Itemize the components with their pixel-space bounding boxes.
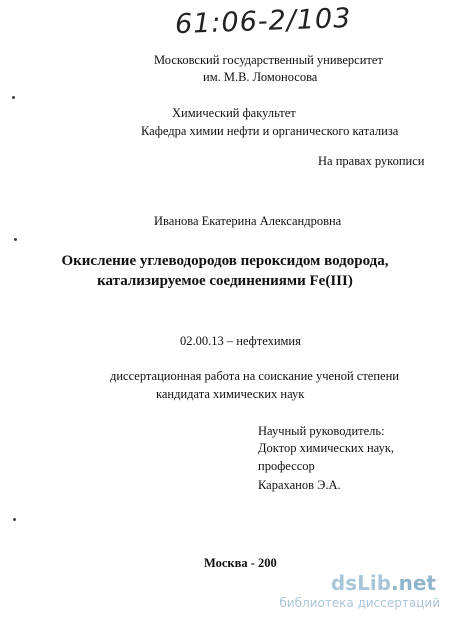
watermark-logo-main: dsLib (330, 571, 392, 595)
university-line: Московский государственный университет (154, 53, 383, 67)
watermark-logo (331, 571, 436, 595)
watermark-subtitle: библиотека диссертаций (279, 596, 440, 610)
manuscript-rights: На правах рукописи (318, 154, 425, 168)
degree-line-1: диссертационная работа на соискание ученой степени (110, 369, 399, 383)
degree-line-2: кандидата химических наук (156, 387, 305, 401)
thesis-title-line-2: катализируемое соединениями Fe(III) (97, 273, 353, 289)
thesis-title-line-1: Окисление углеводородов пероксидом водорода, (61, 253, 389, 269)
author-name: Иванова Екатерина Александровна (154, 214, 342, 228)
university-name-line: им. М.В. Ломоносова (203, 70, 318, 84)
scan-speck (12, 96, 15, 99)
supervisor-label: Научный руководитель: (258, 424, 385, 438)
place-year: Москва - 200 (204, 556, 277, 570)
watermark-logo-domain: .net (391, 571, 436, 595)
supervisor-name: Караханов Э.А. (258, 478, 341, 492)
department-line: Кафедра химии нефти и органического катализа (141, 124, 399, 138)
scan-speck (13, 518, 16, 521)
supervisor-rank: профессор (258, 459, 315, 473)
scan-speck (14, 238, 17, 241)
faculty-line: Химический факультет (172, 106, 296, 120)
archive-stamp: 61:06-2/103 (174, 2, 352, 41)
supervisor-degree: Доктор химических наук, (258, 441, 395, 455)
specialty-code: 02.00.13 – нефтехимия (180, 334, 301, 348)
